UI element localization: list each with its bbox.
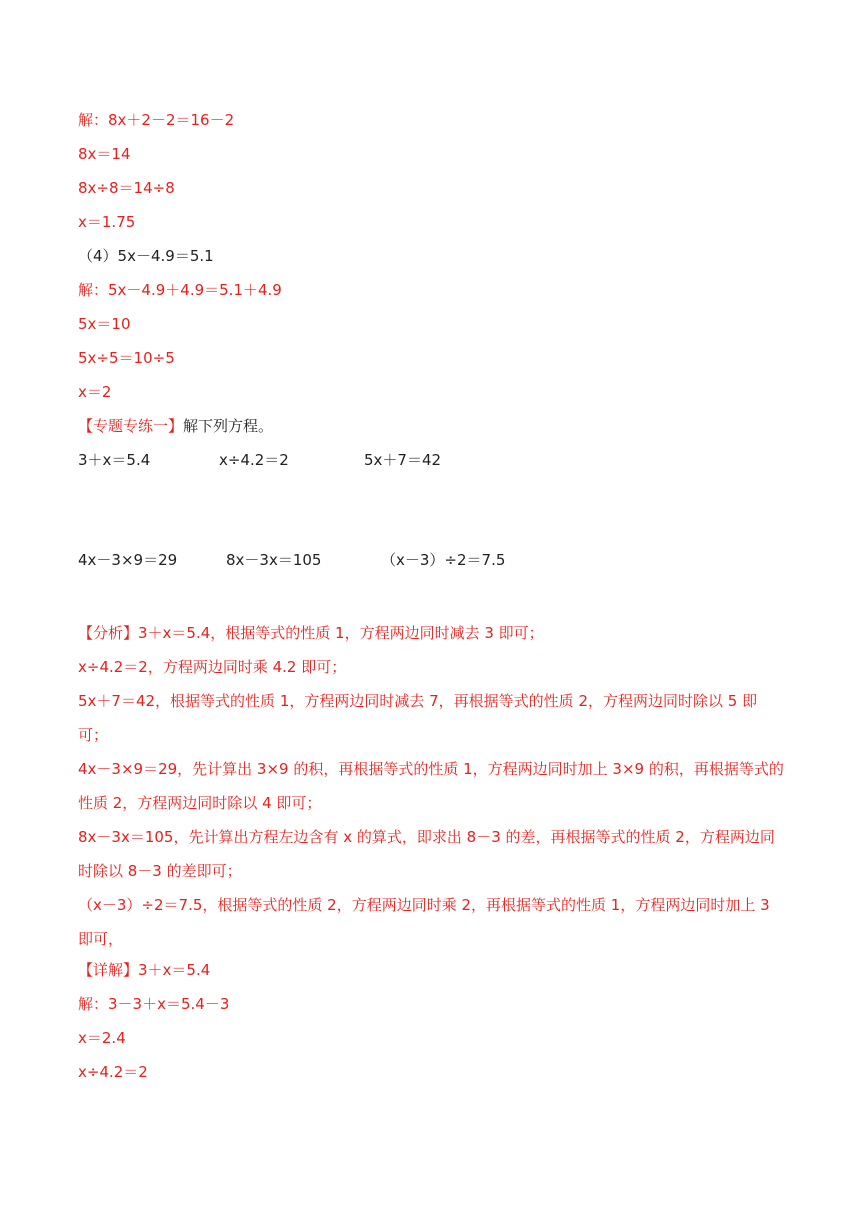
analysis-p6: （x－3）÷2＝7.5，根据等式的性质 2，方程两边同时乘 2，再根据等式的性质 1，方程两边同时加上 3 即可，	[78, 896, 770, 948]
solution-line: 解：5x－4.9＋4.9＝5.1＋4.9	[78, 281, 282, 299]
detail-line: x＝2.4	[78, 1029, 126, 1047]
exercise-instruction: 解下列方程。	[183, 417, 274, 435]
detail-first: 3＋x＝5.4	[138, 961, 211, 979]
exercise-row-1	[0, 449, 860, 471]
analysis-text: 3＋x＝5.4，根据等式的性质 1，方程两边同时减去 3 即可；	[138, 624, 544, 642]
analysis-p4: 4x－3×9＝29，先计算出 3×9 的积，再根据等式的性质 1，方程两边同时加上 3×9 的积，再根据等式的性质 2，方程两边同时除以 4 即可；	[78, 760, 784, 812]
analysis-p1	[78, 616, 784, 650]
solution-line: 5x÷5＝10÷5	[78, 349, 175, 367]
analysis-p3: 5x＋7＝42，根据等式的性质 1，方程两边同时减去 7，再根据等式的性质 2，方程两边同时除以 5 即可；	[78, 692, 758, 744]
solution-line: 8x＝14	[78, 145, 131, 163]
detail-line: 解：3－3＋x＝5.4－3	[78, 995, 230, 1013]
analysis-tag: 【分析】	[78, 624, 139, 642]
exercise-tag: 【专题专练一】	[78, 417, 184, 435]
analysis-p2: x÷4.2＝2，方程两边同时乘 4.2 即可；	[78, 658, 347, 676]
equation: 4x－3×9＝29	[78, 551, 178, 569]
equation: 8x－3x＝105	[226, 551, 322, 569]
equation: 5x＋7＝42	[364, 451, 442, 469]
detail-tag: 【详解】	[78, 961, 139, 979]
solution-line: 5x＝10	[78, 315, 131, 333]
equation: 3＋x＝5.4	[78, 451, 151, 469]
exercise-row-2	[0, 549, 860, 571]
equation: （x－3）÷2＝7.5	[381, 551, 506, 569]
solution-line: x＝1.75	[78, 213, 136, 231]
equation: x÷4.2＝2	[219, 451, 289, 469]
exercise-heading	[78, 415, 273, 437]
problem-line: （4）5x－4.9＝5.1	[78, 247, 214, 265]
detail-line: x÷4.2＝2	[78, 1063, 148, 1081]
detail-heading	[78, 959, 210, 981]
analysis-p5: 8x－3x＝105，先计算出方程左边含有 x 的算式，即求出 8－3 的差，再根据等式的性质 2，方程两边同时除以 8－3 的差即可；	[78, 828, 775, 880]
solution-line: x＝2	[78, 383, 112, 401]
solution-line: 8x÷8＝14÷8	[78, 179, 175, 197]
solution-line: 解：8x＋2－2＝16－2	[78, 111, 235, 129]
